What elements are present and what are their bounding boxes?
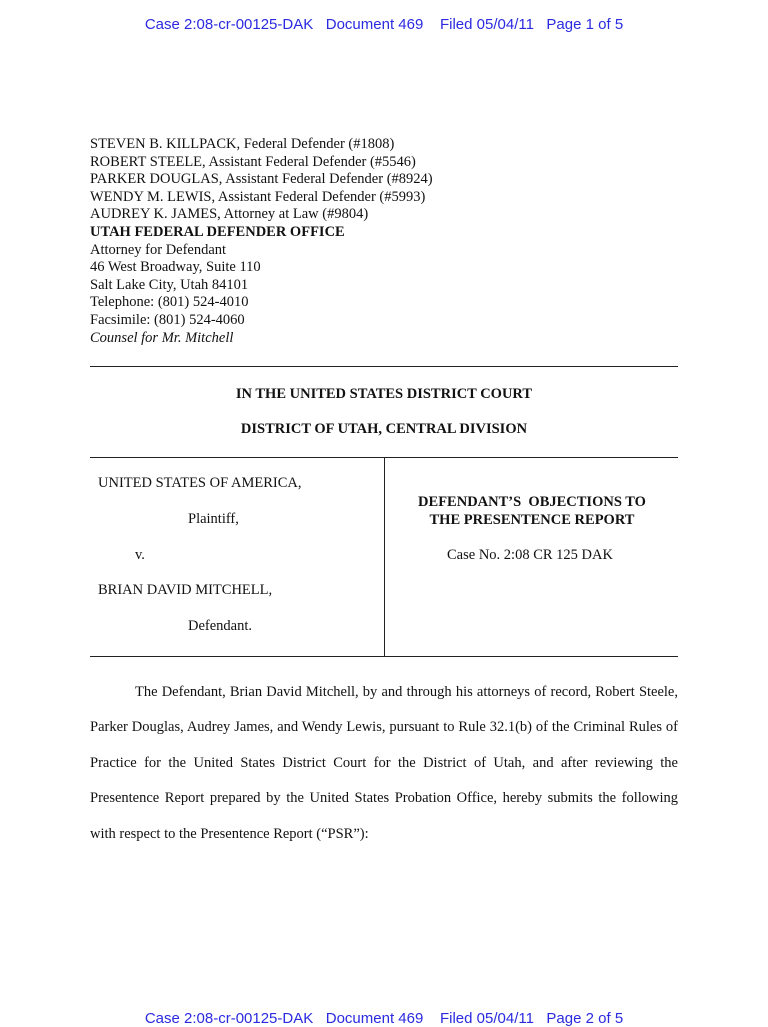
body-paragraph: The Defendant, Brian David Mitchell, by and through his attorneys of record, Robert Steele, Parker Douglas, Audrey James, and Wendy Lewis, pursuant to Rule 32.1(b) of the Criminal Rules of Practice for the United States District Court for the District of Utah, and after reviewing the Presentence Report prepared by the United States Probation Office, hereby submits the following with respect to the Presentence Report (“PSR”): — [90, 684, 678, 842]
address-line: 46 West Broadway, Suite 110 — [90, 259, 261, 276]
versus: v. — [135, 547, 145, 563]
office-name: UTAH FEDERAL DEFENDER OFFICE — [90, 223, 345, 240]
caption-divider-bottom — [90, 656, 678, 657]
document-title-line-1: DEFENDANT’S OBJECTIONS TO — [418, 494, 646, 510]
counsel-line: ROBERT STEELE, Assistant Federal Defender (#5546) — [90, 153, 416, 170]
counsel-for: Counsel for Mr. Mitchell — [90, 329, 234, 346]
address-line: Telephone: (801) 524-4010 — [90, 294, 249, 311]
document-title-line-2: THE PRESENTENCE REPORT — [429, 512, 635, 528]
plaintiff-name: UNITED STATES OF AMERICA, — [98, 475, 302, 491]
header-stamp-page-1: Case 2:08-cr-00125-DAK Document 469 Filed 05/04/11 Page 1 of 5 — [144, 16, 624, 33]
defendant-name: BRIAN DAVID MITCHELL, — [98, 582, 273, 598]
counsel-line: AUDREY K. JAMES, Attorney at Law (#9804) — [90, 206, 369, 223]
divider-top — [90, 366, 678, 367]
court-division: DISTRICT OF UTAH, CENTRAL DIVISION — [240, 421, 528, 437]
counsel-line: STEVEN B. KILLPACK, Federal Defender (#1808) — [90, 136, 395, 152]
counsel-block — [90, 136, 433, 347]
address-line: Salt Lake City, Utah 84101 — [90, 276, 249, 293]
court-name: IN THE UNITED STATES DISTRICT COURT — [235, 386, 533, 402]
case-number: Case No. 2:08 CR 125 DAK — [447, 547, 613, 563]
address-line: Attorney for Defendant — [90, 241, 227, 258]
header-stamp-page-2: Case 2:08-cr-00125-DAK Document 469 Filed 05/04/11 Page 2 of 5 — [144, 1010, 624, 1027]
defendant-role: Defendant. — [188, 618, 253, 634]
plaintiff-role: Plaintiff, — [188, 511, 239, 527]
counsel-line: PARKER DOUGLAS, Assistant Federal Defender (#8924) — [90, 171, 433, 188]
address-line: Facsimile: (801) 524-4060 — [90, 311, 245, 328]
counsel-line: WENDY M. LEWIS, Assistant Federal Defender (#5993) — [90, 188, 426, 205]
